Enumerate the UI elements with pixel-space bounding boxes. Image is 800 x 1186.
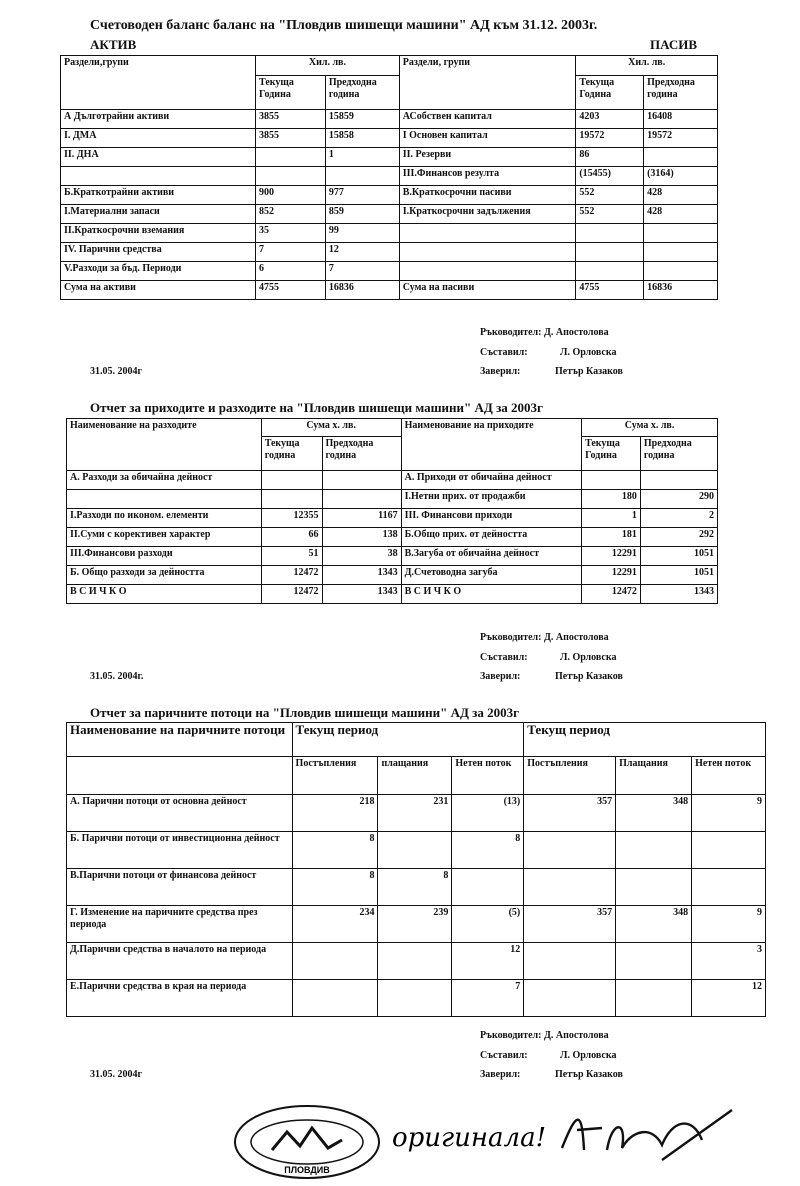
balance-cell: 16836 <box>325 281 399 300</box>
income-cell: 51 <box>261 547 322 566</box>
stamp-city: ПЛОВДИВ <box>284 1165 330 1175</box>
balance-units-right: Хил. лв. <box>576 56 718 76</box>
income-cell: 12291 <box>582 566 641 585</box>
balance-cell <box>644 224 718 243</box>
income-cell: 292 <box>640 528 717 547</box>
sig1-head: Ръководител: Д. Апостолова <box>480 327 609 338</box>
cash-cell: В.Парични потоци от финансова дейност <box>67 869 293 906</box>
income-row <box>67 585 718 604</box>
cash-cell <box>524 832 616 869</box>
income-cell: В.Загуба от обичайна дейност <box>401 547 581 566</box>
balance-cell: I.Краткосрочни задължения <box>399 205 576 224</box>
sig2-made: Съставил: <box>480 652 528 663</box>
income-cur-left: Текуща година <box>261 437 322 471</box>
income-table <box>66 418 718 604</box>
income-cell: I.Разходи по иконом. елементи <box>67 509 262 528</box>
income-cell: 12355 <box>261 509 322 528</box>
cash-cell: 8 <box>452 832 524 869</box>
cash-c1: Постъпления <box>292 757 378 795</box>
cash-cell <box>616 869 692 906</box>
balance-cell: 428 <box>644 205 718 224</box>
balance-cell: 12 <box>325 243 399 262</box>
balance-cell <box>325 167 399 186</box>
balance-cell: 16836 <box>644 281 718 300</box>
balance-row <box>61 186 718 205</box>
income-cell: В С И Ч К О <box>401 585 581 604</box>
income-cell: В С И Ч К О <box>67 585 262 604</box>
balance-cell: 428 <box>644 186 718 205</box>
cash-c4: Постъпления <box>524 757 616 795</box>
income-cell <box>261 471 322 490</box>
cash-cell: Д.Парични средства в началото на периода <box>67 943 293 980</box>
cash-cell <box>692 869 766 906</box>
cash-head-blank <box>67 757 293 795</box>
cash-cell <box>616 943 692 980</box>
income-cell: III. Финансови приходи <box>401 509 581 528</box>
balance-table <box>60 55 718 300</box>
balance-cell: V.Разходи за бъд. Периоди <box>61 262 256 281</box>
balance-row <box>61 243 718 262</box>
income-cell: 180 <box>582 490 641 509</box>
balance-cell: 977 <box>325 186 399 205</box>
cash-cell: 9 <box>692 906 766 943</box>
cash-cell: 7 <box>452 980 524 1017</box>
income-row <box>67 490 718 509</box>
cash-c6: Нетен поток <box>692 757 766 795</box>
balance-cell <box>399 262 576 281</box>
cash-cell: 12 <box>452 943 524 980</box>
cash-cell <box>378 943 452 980</box>
income-cell: Б.Общо прих. от дейността <box>401 528 581 547</box>
cash-row <box>67 906 766 943</box>
cash-cell: 357 <box>524 906 616 943</box>
cash-cell: 234 <box>292 906 378 943</box>
cash-cell: 8 <box>378 869 452 906</box>
balance-row <box>61 224 718 243</box>
balance-cell: АСобствен капитал <box>399 110 576 129</box>
income-cell: 12472 <box>261 585 322 604</box>
income-cell: 12472 <box>261 566 322 585</box>
stamp-and-signature <box>232 1100 772 1180</box>
income-cell: I.Нетни прих. от продажби <box>401 490 581 509</box>
balance-cell: А Дълготрайни активи <box>61 110 256 129</box>
income-cell: 290 <box>640 490 717 509</box>
balance-row <box>61 281 718 300</box>
cash-cell <box>378 832 452 869</box>
balance-cell: II. Резерви <box>399 148 576 167</box>
balance-cell: 15858 <box>325 129 399 148</box>
cash-head: Наименование на паричните потоци <box>67 723 293 757</box>
income-head-left: Наименование на разходите <box>67 419 262 471</box>
sig2-cert-name: Петър Казаков <box>555 671 623 682</box>
cash-cell: 239 <box>378 906 452 943</box>
balance-cell <box>399 243 576 262</box>
sig3-cert: Заверил: <box>480 1069 521 1080</box>
signature-scribble <box>562 1110 732 1160</box>
sig1-cert: Заверил: <box>480 366 521 377</box>
income-cell: Б. Общо разходи за дейността <box>67 566 262 585</box>
cash-row <box>67 832 766 869</box>
balance-cell: II.Краткосрочни вземания <box>61 224 256 243</box>
balance-cell: II. ДНА <box>61 148 256 167</box>
balance-cell: I Основен капитал <box>399 129 576 148</box>
cash-cell <box>292 980 378 1017</box>
pasiv-label: ПАСИВ <box>650 37 698 52</box>
balance-cell: IV. Парични средства <box>61 243 256 262</box>
income-cell: 38 <box>322 547 401 566</box>
cash-cell <box>692 832 766 869</box>
income-cell: 1051 <box>640 547 717 566</box>
cash-cell <box>378 980 452 1017</box>
balance-cell: 552 <box>576 186 644 205</box>
cash-period-2: Текущ период <box>524 723 766 757</box>
cash-cell: А. Парични потоци от основна дейност <box>67 795 293 832</box>
balance-row <box>61 167 718 186</box>
income-cell <box>322 471 401 490</box>
sig2-cert: Заверил: <box>480 671 521 682</box>
income-row <box>67 547 718 566</box>
aktiv-label: АКТИВ <box>90 37 137 52</box>
balance-title: Счетоводен баланс баланс на "Пловдив шишещи машини" АД към 31.12. 2003г. <box>90 18 598 33</box>
balance-cell <box>61 167 256 186</box>
income-cell: 66 <box>261 528 322 547</box>
income-cell: Д.Счетоводна загуба <box>401 566 581 585</box>
balance-cell: 852 <box>256 205 326 224</box>
income-cell <box>582 471 641 490</box>
cash-cell <box>616 832 692 869</box>
sig2-head: Ръководител: Д. Апостолова <box>480 632 609 643</box>
sig2-date: 31.05. 2004г. <box>90 671 144 682</box>
balance-cell <box>644 243 718 262</box>
income-cell: III.Финансови разходи <box>67 547 262 566</box>
balance-cell: (15455) <box>576 167 644 186</box>
balance-cell: 552 <box>576 205 644 224</box>
sig1-date: 31.05. 2004г <box>90 366 143 377</box>
sig2-made-name: Л. Орловска <box>560 652 617 663</box>
balance-cell: 16408 <box>644 110 718 129</box>
cash-cell: Б. Парични потоци от инвестиционна дейност <box>67 832 293 869</box>
cash-cell <box>452 869 524 906</box>
balance-cell: 15859 <box>325 110 399 129</box>
income-cell: 1 <box>582 509 641 528</box>
cash-cell: 348 <box>616 795 692 832</box>
balance-cell <box>576 243 644 262</box>
cash-cell <box>616 980 692 1017</box>
balance-cur-right: Текуща Година <box>576 76 644 110</box>
balance-cell: 4755 <box>256 281 326 300</box>
cash-cell <box>524 869 616 906</box>
cash-cell <box>524 980 616 1017</box>
cash-row <box>67 869 766 906</box>
balance-cell: 4755 <box>576 281 644 300</box>
sig1-cert-name: Петър Казаков <box>555 366 623 377</box>
balance-cell: 3855 <box>256 129 326 148</box>
income-cell <box>640 471 717 490</box>
balance-cell: 4203 <box>576 110 644 129</box>
cash-cell: (5) <box>452 906 524 943</box>
income-cell: 138 <box>322 528 401 547</box>
income-cell: 2 <box>640 509 717 528</box>
cash-cell: 357 <box>524 795 616 832</box>
sig3-date: 31.05. 2004г <box>90 1069 143 1080</box>
income-cell: 1343 <box>322 566 401 585</box>
balance-cell: 900 <box>256 186 326 205</box>
income-cur-right: Текуща Година <box>582 437 641 471</box>
balance-cell: 7 <box>325 262 399 281</box>
balance-cell: 1 <box>325 148 399 167</box>
balance-cell: В.Краткосрочни пасиви <box>399 186 576 205</box>
balance-head-right: Раздели, групи <box>399 56 576 110</box>
income-title: Отчет за приходите и разходите на "Пловдив шишещи машини" АД за 2003г <box>90 400 543 415</box>
cash-cell <box>292 943 378 980</box>
sig3-made: Съставил: <box>480 1050 528 1061</box>
balance-row <box>61 262 718 281</box>
balance-cell <box>644 262 718 281</box>
cash-cell: 3 <box>692 943 766 980</box>
cash-row <box>67 795 766 832</box>
cash-cell: (13) <box>452 795 524 832</box>
balance-cell: 19572 <box>644 129 718 148</box>
cash-c5: Плащания <box>616 757 692 795</box>
cash-title: Отчет за паричните потоци на "Пловдив шишещи машини" АД за 2003г <box>90 705 520 720</box>
income-row <box>67 566 718 585</box>
income-cell: II.Суми с корективен характер <box>67 528 262 547</box>
balance-head-left: Раздели,групи <box>61 56 256 110</box>
income-cell: А. Разходи за обичайна дейност <box>67 471 262 490</box>
balance-cell: I. ДМА <box>61 129 256 148</box>
income-units-right: Сума х. лв. <box>582 419 718 437</box>
cash-cell: 218 <box>292 795 378 832</box>
income-cell <box>261 490 322 509</box>
cash-table <box>66 722 766 1017</box>
balance-row <box>61 205 718 224</box>
balance-cell <box>576 262 644 281</box>
balance-cell: 35 <box>256 224 326 243</box>
income-cell: 1343 <box>322 585 401 604</box>
balance-cell <box>644 148 718 167</box>
income-cell <box>322 490 401 509</box>
balance-cell <box>576 224 644 243</box>
cash-c2: плащания <box>378 757 452 795</box>
balance-cell: III.Финансов резулта <box>399 167 576 186</box>
balance-prev-left: Предходна година <box>325 76 399 110</box>
balance-cell <box>399 224 576 243</box>
balance-row <box>61 148 718 167</box>
cash-cell: 8 <box>292 869 378 906</box>
income-cell: 12472 <box>582 585 641 604</box>
balance-cell: 7 <box>256 243 326 262</box>
income-cell: 181 <box>582 528 641 547</box>
sig3-made-name: Л. Орловска <box>560 1050 617 1061</box>
balance-units-left: Хил. лв. <box>256 56 400 76</box>
income-head-right: Наименование на приходите <box>401 419 581 471</box>
balance-row <box>61 110 718 129</box>
sig3-head: Ръководител: Д. Апостолова <box>480 1030 609 1041</box>
balance-cell: (3164) <box>644 167 718 186</box>
income-prev-right: Предходна година <box>640 437 717 471</box>
handwriting-note: оригинала! <box>392 1123 547 1153</box>
company-stamp <box>235 1106 379 1178</box>
balance-cell <box>256 148 326 167</box>
cash-row <box>67 943 766 980</box>
cash-cell: 8 <box>292 832 378 869</box>
income-cell: 1051 <box>640 566 717 585</box>
balance-cell: Сума на активи <box>61 281 256 300</box>
balance-cell <box>256 167 326 186</box>
cash-cell <box>524 943 616 980</box>
income-units-left: Сума х. лв. <box>261 419 401 437</box>
balance-cell: 99 <box>325 224 399 243</box>
income-cell: 12291 <box>582 547 641 566</box>
cash-cell: 348 <box>616 906 692 943</box>
balance-row <box>61 129 718 148</box>
balance-cur-left: Текуща Година <box>256 76 326 110</box>
cash-row <box>67 980 766 1017</box>
income-row <box>67 471 718 490</box>
cash-cell: 9 <box>692 795 766 832</box>
balance-cell: 3855 <box>256 110 326 129</box>
income-cell: 1343 <box>640 585 717 604</box>
income-row <box>67 528 718 547</box>
sig1-made-name: Л. Орловска <box>560 347 617 358</box>
cash-c3: Нетен поток <box>452 757 524 795</box>
balance-cell: Б.Краткотрайни активи <box>61 186 256 205</box>
cash-cell: Е.Парични средства в края на периода <box>67 980 293 1017</box>
cash-cell: 12 <box>692 980 766 1017</box>
sig3-cert-name: Петър Казаков <box>555 1069 623 1080</box>
balance-prev-right: Предходна година <box>644 76 718 110</box>
balance-cell: 86 <box>576 148 644 167</box>
cash-cell: 231 <box>378 795 452 832</box>
sig1-made: Съставил: <box>480 347 528 358</box>
income-cell: А. Приходи от обичайна дейност <box>401 471 581 490</box>
cash-period-1: Текущ период <box>292 723 524 757</box>
income-cell <box>67 490 262 509</box>
balance-cell: 6 <box>256 262 326 281</box>
balance-cell: 19572 <box>576 129 644 148</box>
balance-cell: 859 <box>325 205 399 224</box>
income-prev-left: Предходна година <box>322 437 401 471</box>
cash-cell: Г. Изменение на паричните средства през периода <box>67 906 293 943</box>
balance-cell: Сума на пасиви <box>399 281 576 300</box>
income-row <box>67 509 718 528</box>
income-cell: 1167 <box>322 509 401 528</box>
balance-cell: I.Материални запаси <box>61 205 256 224</box>
